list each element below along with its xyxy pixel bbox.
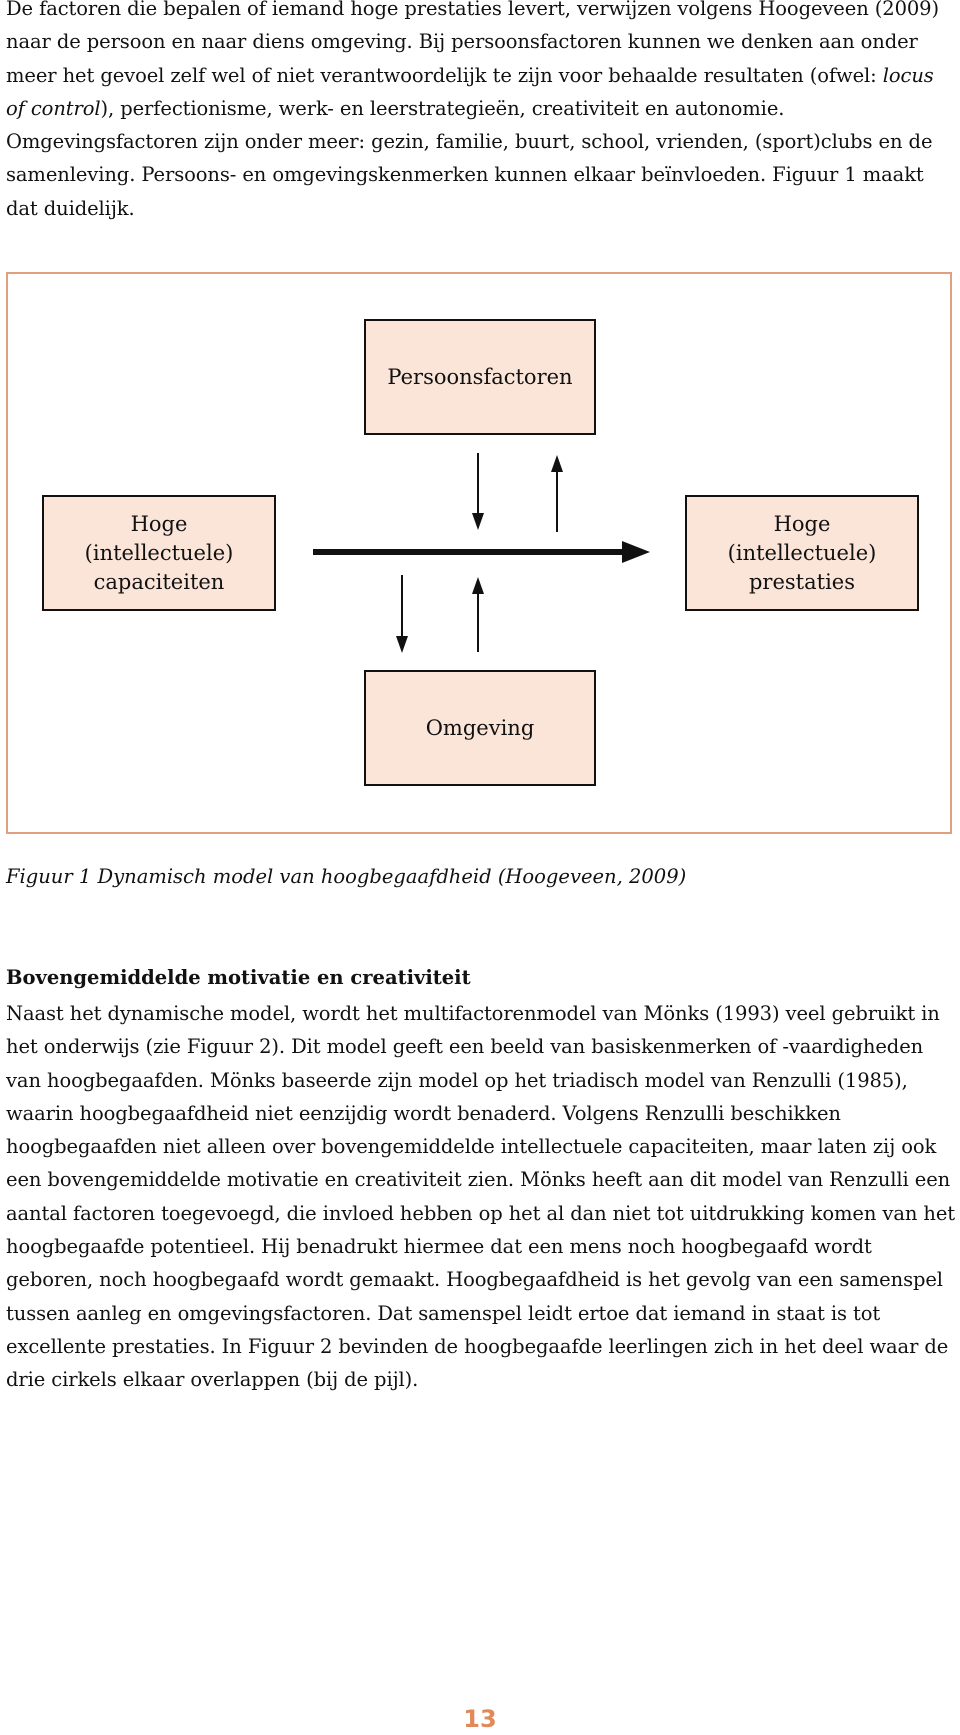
intro-text-after: ), perfectionisme, werk- en leerstrategieën, creativiteit en autonomie. Omgevingsfactoren zijn onder meer: gezin, familie, buurt, school, vrienden, (sport)clubs en de samenleving. Persoons- en omgevingskenmerken kunnen elkaar beïnvloeden. Figuur 1 maakt dat duidelijk. <box>6 96 933 220</box>
intro-paragraph <box>6 0 956 225</box>
node-omgeving: Omgeving <box>364 670 596 786</box>
page-number: 13 <box>463 1705 497 1733</box>
node-persoonsfactoren: Persoonsfactoren <box>364 319 596 435</box>
section-heading: Bovengemiddelde motivatie en creativiteit <box>6 966 471 989</box>
figure-caption: Figuur 1 Dynamisch model van hoogbegaafdheid (Hoogeveen, 2009) <box>6 865 687 888</box>
intro-text-italic: locus of control <box>6 63 934 120</box>
node-hoge-capaciteiten: Hoge (intellectuele) capaciteiten <box>42 495 276 611</box>
section-body-paragraph: Naast het dynamische model, wordt het multifactorenmodel van Mönks (1993) veel gebruikt in het onderwijs (zie Figuur 2). Dit model geeft een beeld van basiskenmerken of -vaardigheden van hoogbegaafden. Mönks baseerde zijn model op het triadisch model van Renzulli (1985), waarin hoogbegaafdheid niet eenzijdig wordt benaderd. Volgens Renzulli beschikken hoogbegaafden niet alleen over bovengemiddelde intellectuele capaciteiten, maar laten zij ook een bovengemiddelde motivatie en creativiteit zien. Mönks heeft aan dit model van Renzulli een aantal factoren toegevoegd, die invloed hebben op het al dan niet tot uitdrukking komen van het hoogbegaafde potentieel. Hij benadrukt hiermee dat een mens noch hoogbegaafd wordt geboren, noch hoogbegaafd wordt gemaakt. Hoogbegaafdheid is het gevolg van een samenspel tussen aanleg en omgevingsfactoren. Dat samenspel leidt ertoe dat iemand in staat is tot excellente prestaties. In Figuur 2 bevinden de hoogbegaafde leerlingen zich in het deel waar de drie cirkels elkaar overlappen (bij de pijl). <box>6 1002 956 1392</box>
intro-text-before: De factoren die bepalen of iemand hoge prestaties levert, verwijzen volgens Hoogeveen (2009) naar de persoon en naar diens omgeving. Bij persoonsfactoren kunnen we denken aan onder meer het gevoel zelf wel of niet verantwoordelijk te zijn voor behaalde resultaten (ofwel: <box>6 0 939 87</box>
node-hoge-prestaties: Hoge (intellectuele) prestaties <box>685 495 919 611</box>
